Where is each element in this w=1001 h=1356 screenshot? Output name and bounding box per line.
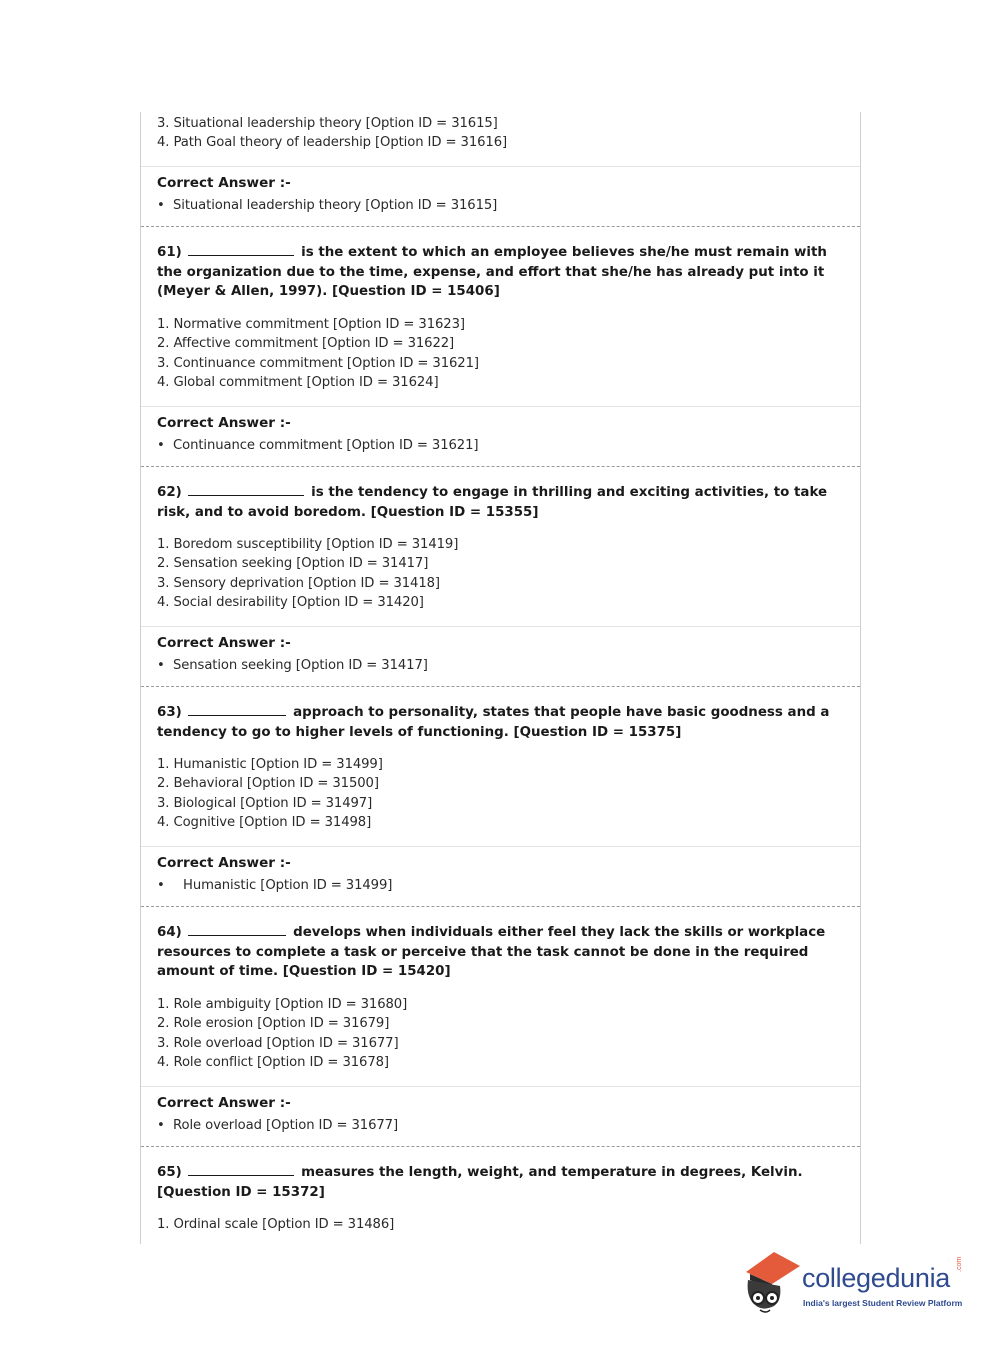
question-number: 65) — [157, 1165, 182, 1180]
option-2: 2. Behavioral [Option ID = 31500] — [157, 776, 379, 791]
bullet: • — [157, 438, 165, 453]
option-1: 1. Boredom susceptibility [Option ID = 31419] — [157, 537, 459, 552]
blank-line — [188, 243, 294, 256]
question-number: 62) — [157, 485, 182, 500]
answer-text: Continuance commitment [Option ID = 31621] — [173, 438, 479, 453]
question-separator — [141, 686, 860, 687]
option-1: 1. Humanistic [Option ID = 31499] — [157, 757, 383, 772]
divider — [141, 406, 860, 407]
question-62 — [157, 483, 847, 522]
option-2: 2. Role erosion [Option ID = 31679] — [157, 1016, 390, 1031]
question-text: approach to personality, states that people have basic goodness and a tendency to go to higher levels of functioning. [Question ID = 15375] — [157, 705, 830, 740]
bullet: • — [157, 1118, 165, 1133]
collegedunia-logo[interactable] — [740, 1250, 970, 1320]
correct-answer-label: Correct Answer :- — [157, 415, 291, 431]
mascot-icon — [740, 1250, 802, 1316]
answer-text: Role overload [Option ID = 31677] — [173, 1118, 399, 1133]
question-separator — [141, 1146, 860, 1147]
divider — [141, 626, 860, 627]
correct-answer — [157, 438, 478, 453]
divider — [141, 1086, 860, 1087]
question-64 — [157, 923, 847, 982]
question-number: 61) — [157, 245, 182, 260]
question-text: measures the length, weight, and temperature in degrees, Kelvin. [Question ID = 15372] — [157, 1165, 803, 1200]
correct-answer — [157, 658, 428, 673]
option-3: 3. Role overload [Option ID = 31677] — [157, 1036, 399, 1051]
option-4: 4. Role conflict [Option ID = 31678] — [157, 1055, 389, 1070]
option-3: 3. Sensory deprivation [Option ID = 31418] — [157, 576, 440, 591]
answer-text: Sensation seeking [Option ID = 31417] — [173, 658, 428, 673]
option-4: 4. Global commitment [Option ID = 31624] — [157, 375, 439, 390]
question-text: is the extent to which an employee believes she/he must remain with the organization due to the time, expense, and effort that she/he has already put into it (Meyer & Allen, 1997). [Question ID = 15406] — [157, 245, 827, 299]
correct-answer-label: Correct Answer :- — [157, 855, 291, 871]
question-61 — [157, 243, 847, 302]
answer-text: Situational leadership theory [Option ID = 31615] — [173, 198, 498, 213]
blank-line — [188, 923, 286, 936]
question-63 — [157, 703, 847, 742]
option-3: 3. Continuance commitment [Option ID = 31621] — [157, 356, 479, 371]
option-4: 4. Social desirability [Option ID = 31420] — [157, 595, 424, 610]
question-separator — [141, 226, 860, 227]
bullet: • — [157, 658, 165, 673]
question-separator — [141, 906, 860, 907]
correct-answer-label: Correct Answer :- — [157, 635, 291, 651]
question-number: 64) — [157, 925, 182, 940]
divider — [141, 846, 860, 847]
question-separator — [141, 466, 860, 467]
blank-line — [188, 703, 286, 716]
blank-line — [188, 1163, 294, 1176]
question-text: develops when individuals either feel they lack the skills or workplace resources to complete a task or perceive that the task cannot be done in the required amount of time. [Question ID = 15420] — [157, 925, 826, 979]
option-2: 2. Affective commitment [Option ID = 31622] — [157, 336, 455, 351]
bullet: • — [157, 198, 165, 213]
logo-wordmark: collegedunia — [802, 1263, 951, 1293]
option-4: 4. Cognitive [Option ID = 31498] — [157, 815, 372, 830]
blank-line — [188, 483, 304, 496]
correct-answer-label: Correct Answer :- — [157, 175, 291, 191]
option-2: 2. Sensation seeking [Option ID = 31417] — [157, 556, 429, 571]
correct-answer — [157, 878, 392, 893]
logo-com: .com — [956, 1256, 963, 1272]
option-1: 1. Ordinal scale [Option ID = 31486] — [157, 1217, 395, 1232]
question-65 — [157, 1163, 847, 1202]
logo-tagline: India's largest Student Review Platform — [803, 1298, 963, 1308]
correct-answer — [157, 1118, 398, 1133]
option-3: 3. Biological [Option ID = 31497] — [157, 796, 373, 811]
correct-answer-label: Correct Answer :- — [157, 1095, 291, 1111]
answer-text: Humanistic [Option ID = 31499] — [183, 878, 393, 893]
question-text: is the tendency to engage in thrilling and exciting activities, to take risk, and to avoid boredom. [Question ID = 15355] — [157, 485, 828, 520]
option-1: 1. Role ambiguity [Option ID = 31680] — [157, 997, 408, 1012]
question-number: 63) — [157, 705, 182, 720]
option-4: 4. Path Goal theory of leadership [Option ID = 31616] — [157, 135, 508, 150]
option-3: 3. Situational leadership theory [Option ID = 31615] — [157, 116, 498, 131]
bullet: • — [157, 878, 165, 893]
divider — [141, 166, 860, 167]
option-1: 1. Normative commitment [Option ID = 31623] — [157, 317, 465, 332]
correct-answer — [157, 198, 497, 213]
